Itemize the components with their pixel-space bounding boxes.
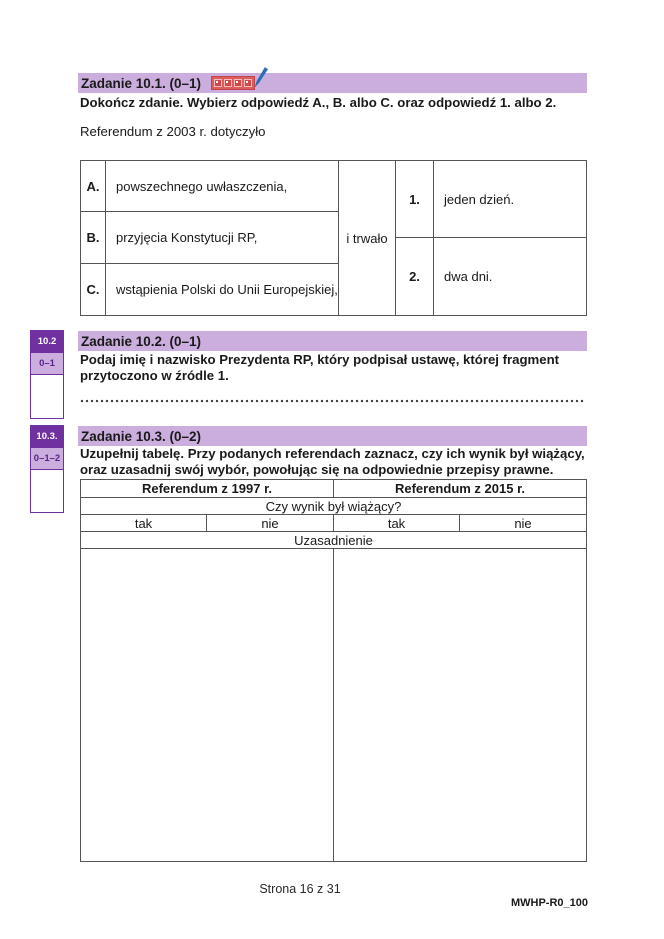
option-b-label[interactable]: B. [81,212,106,264]
option-2-text: dwa dni. [444,269,493,284]
task-10-1-instruction: Dokończ zdanie. Wybierz odpowiedź A., B. albo C. oraz odpowiedź 1. albo 2. [80,95,557,110]
badge-score-entry-box [31,470,63,512]
task-10-2-title: Zadanie 10.2. (0–1) [81,333,202,349]
justification-row: Uzasadnienie [81,532,586,549]
badge-task-number: 10.2 [31,331,63,353]
page-number: Strona 16 z 31 [259,882,341,896]
task-10-3-title: Zadanie 10.3. (0–2) [81,428,202,444]
question-row: Czy wynik był wiążący? [81,498,586,515]
choice-2015-tak[interactable]: tak [334,515,460,532]
col-header-1997: Referendum z 1997 r. [81,480,334,498]
task-10-3-answer-table [80,479,587,862]
pen-icon [252,66,269,89]
badge-task-number: 10.3. [31,426,63,448]
choice-1997-nie[interactable]: nie [207,515,334,532]
option-2-label[interactable]: 2. [396,238,434,315]
task-10-1-title-bar [78,73,587,93]
option-1-text: jeden dzień. [434,161,586,238]
choice-1997-tak[interactable]: tak [81,515,207,532]
option-c-text: wstąpienia Polski do Unii Europejskiej, [106,264,339,315]
option-c-label[interactable]: C. [81,264,106,315]
option-1-label[interactable]: 1. [396,161,434,238]
option-b-text: przyjęcia Konstytucji RP, [106,212,339,264]
justification-answer-1997[interactable] [81,549,334,861]
connector-cell: i trwało [339,161,396,315]
option-a-label[interactable]: A. [81,161,106,212]
task-10-3-margin-badge [30,425,64,513]
choice-2015-nie[interactable]: nie [460,515,586,532]
exam-sheet-code: MWHP-R0_100 [510,897,588,909]
justification-answer-2015[interactable] [334,549,586,861]
option-a-text: powszechnego uwłaszczenia, [106,161,339,212]
task-10-1-choice-table [80,160,587,316]
task-10-1-stem: Referendum z 2003 r. dotyczyło [80,124,266,139]
task-10-3-title-bar [78,426,587,446]
badge-score-range: 0–1–2 [31,448,63,470]
film-strip-icon [211,76,255,90]
col-header-2015: Referendum z 2015 r. [334,480,586,498]
task-10-2-instruction: Podaj imię i nazwisko Prezydenta RP, który podpisał ustawę, której fragment przytoczono w źródle 1. [80,352,560,383]
task-10-1-title: Zadanie 10.1. (0–1) [81,75,202,91]
task-10-3-instruction: Uzupełnij tabelę. Przy podanych referendach zaznacz, czy ich wynik był wiążący, oraz uzasadnij swój wybór, powołując się na odpowiednie przepisy prawne. [80,446,585,477]
badge-score-range: 0–1 [31,353,63,375]
task-10-2-title-bar [78,331,587,351]
answer-dotted-line[interactable] [80,399,585,403]
task-10-2-margin-badge [30,330,64,419]
badge-score-entry-box [31,375,63,418]
